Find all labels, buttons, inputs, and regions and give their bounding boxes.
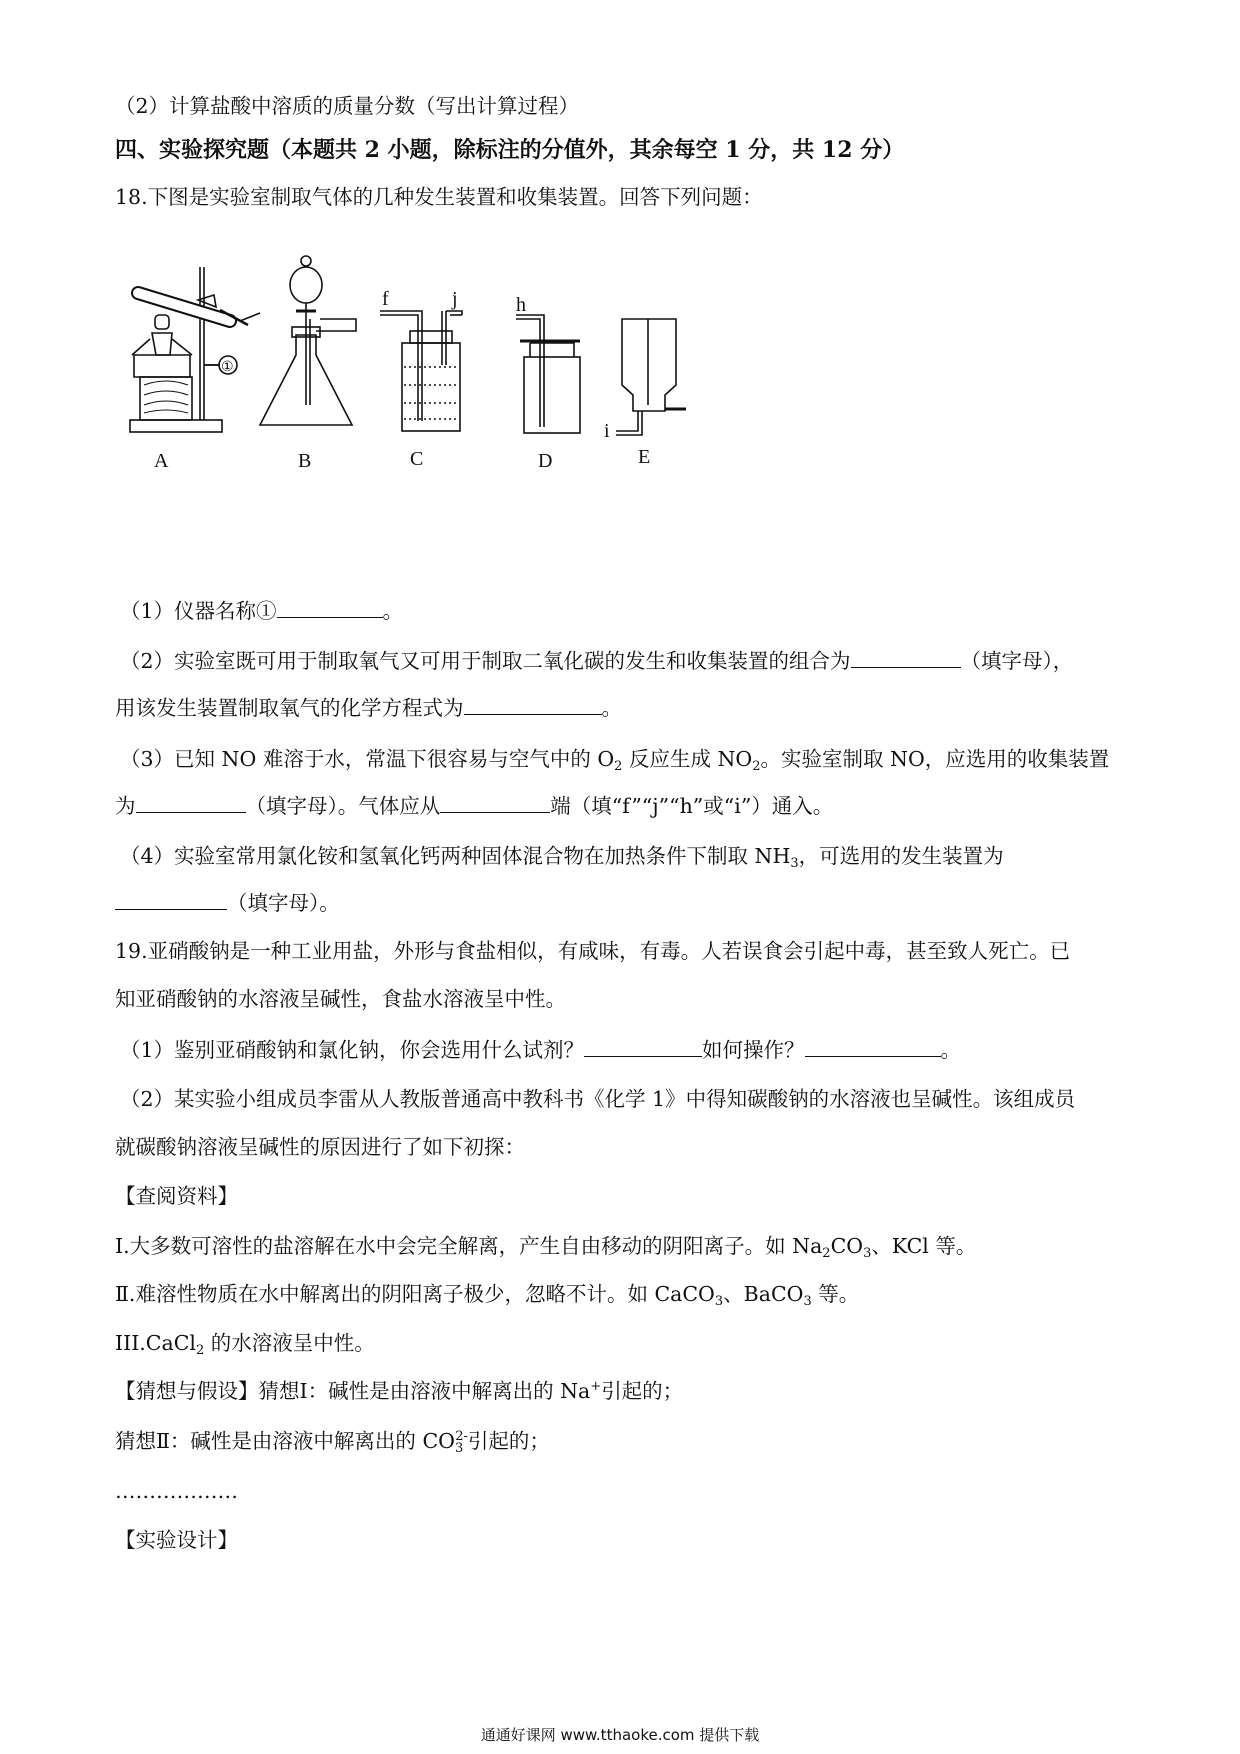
ref-item-2: Ⅱ.难溶性物质在水中解离出的阴阳离子极少，忽略不计。如 CaCO$_3$、BaCO$_3$ 等。 xyxy=(115,1282,860,1309)
q18-part4-cont: （填字母）。 xyxy=(115,889,340,917)
ref-heading: 【查阅资料】 xyxy=(115,1184,238,1208)
q19-stem-cont: 知亚硝酸钠的水溶液呈碱性，食盐水溶液呈中性。 xyxy=(115,987,566,1011)
q18-part1: （1）仪器名称① 。 xyxy=(120,599,404,623)
label-c: C xyxy=(410,448,424,470)
q19-part1: （1）鉴别亚硝酸钠和氯化钠，你会选用什么试剂？ 如何操作？ 。 xyxy=(120,1038,962,1062)
q18-part4: （4）实验室常用氯化铵和氢氧化钙两种固体混合物在加热条件下制取 $NH_3$，可选用的发生装置为 xyxy=(120,844,1004,871)
section-4-heading: 四、实验探究题（本题共 2 小题，除标注的分值外，其余每空 1 分，共 12 分） xyxy=(115,137,905,163)
port-i: i xyxy=(604,420,610,442)
port-j: j xyxy=(452,288,458,310)
apparatus-figure xyxy=(120,255,820,535)
page-footer: 通通好课网 www.tthaoke.com 提供下载 xyxy=(480,1726,760,1744)
answer-blank[interactable] xyxy=(805,1036,941,1057)
q17-part2: （2）计算盐酸中溶质的质量分数（写出计算过程） xyxy=(115,94,580,118)
apparatus-a xyxy=(130,267,260,432)
answer-blank[interactable] xyxy=(851,647,961,668)
apparatus-d xyxy=(516,315,580,433)
label-a: A xyxy=(154,450,169,472)
label-e: E xyxy=(638,446,651,468)
answer-blank[interactable] xyxy=(115,889,227,910)
q18-part3: （3）已知 NO 难溶于水，常温下很容易与空气中的 $O_2$ 反应生成 $NO_2$。实验室制取 NO，应选用的收集装置 xyxy=(120,747,1110,774)
ref-item-1: Ⅰ.大多数可溶性的盐溶解在水中会完全解离，产生自由移动的阴阳离子。如 $Na_2CO_3$、KCl 等。 xyxy=(115,1234,977,1261)
hypothesis-2: 猜想Ⅱ：碱性是由溶液中解离出的 $CO_3^{2-}$引起的； xyxy=(115,1429,550,1456)
answer-blank[interactable] xyxy=(136,792,246,813)
ref-item-3: III.CaCl$_2$ 的水溶液呈中性。 xyxy=(115,1331,375,1358)
hypothesis-1: 【猜想与假设】猜想Ⅰ：碱性是由溶液中解离出的 Na+引起的； xyxy=(115,1379,684,1403)
q19-stem: 19.亚硝酸钠是一种工业用盐，外形与食盐相似，有咸味，有毒。人若误食会引起中毒，甚至致人死亡。已 xyxy=(115,939,1071,963)
answer-blank[interactable] xyxy=(277,597,383,618)
q18-part3-cont: 为 （填字母）。气体应从 端（填“f”“j”“h”或“i”）通入。 xyxy=(115,794,834,818)
q19-part2-cont: 就碳酸钠溶液呈碱性的原因进行了如下初探： xyxy=(115,1135,525,1159)
q18-part2: （2）实验室既可用于制取氧气又可用于制取二氧化碳的发生和收集装置的组合为 （填字母）， xyxy=(120,649,1074,673)
apparatus-b xyxy=(260,256,356,425)
answer-blank[interactable] xyxy=(584,1036,702,1057)
label-d: D xyxy=(538,450,553,472)
answer-blank[interactable] xyxy=(440,792,550,813)
port-h: h xyxy=(516,294,526,316)
instrument-mark: ① xyxy=(221,360,234,375)
port-f: f xyxy=(382,288,389,310)
ellipsis: ……………… xyxy=(115,1479,238,1503)
q18-stem: 18.下图是实验室制取气体的几种发生装置和收集装置。回答下列问题： xyxy=(115,185,763,209)
apparatus-c xyxy=(380,311,462,431)
design-heading: 【实验设计】 xyxy=(115,1528,238,1552)
label-b: B xyxy=(298,450,312,472)
apparatus-e xyxy=(616,319,686,435)
q19-part2: （2）某实验小组成员李雷从人教版普通高中教科书《化学 1》中得知碳酸钠的水溶液也呈碱性。该组成员 xyxy=(120,1087,1076,1111)
q18-part2-cont: 用该发生装置制取氧气的化学方程式为 。 xyxy=(115,696,622,720)
answer-blank[interactable] xyxy=(464,694,602,715)
